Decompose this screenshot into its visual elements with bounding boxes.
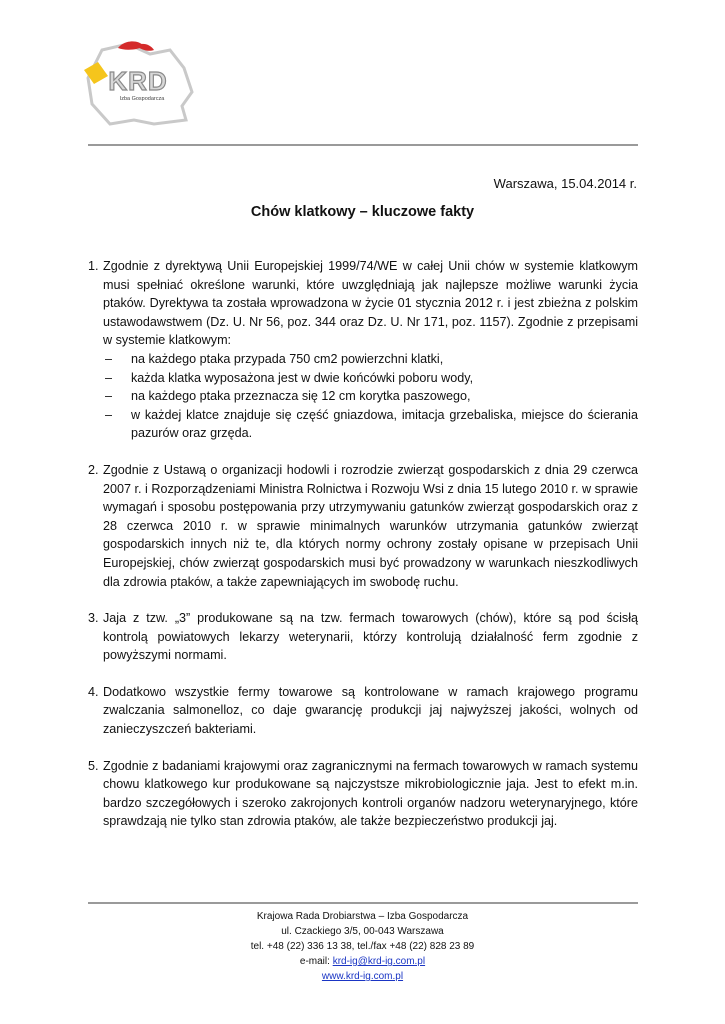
footer-email-line	[0, 954, 725, 969]
item-text: Jaja z tzw. „3” produkowane są na tzw. fermach towarowych (chów), które są pod ścisłą kontrolą powiatowych lekarzy weterynarii, którzy kontrolują działalność ferm zgodnie z powyższymi normami.	[103, 611, 638, 663]
bullet-item: – na każdego ptaka przypada 750 cm2 powierzchni klatki,	[103, 350, 638, 369]
dash-icon: –	[105, 407, 113, 422]
svg-text:Izba Gospodarcza: Izba Gospodarcza	[119, 96, 165, 102]
poland-map-icon	[80, 40, 198, 128]
key-facts-list	[88, 257, 638, 849]
email-link[interactable]: krd-ig@krd-ig.com.pl	[332, 956, 426, 967]
footer-phone: tel. +48 (22) 336 13 38, tel./fax +48 (22) 828 23 89	[250, 941, 475, 952]
document-date: Warszawa, 15.04.2014 r.	[493, 176, 637, 191]
item-text: Zgodnie z Ustawą o organizacji hodowli i rozrodzie zwierząt gospodarskich z dnia 29 czerwca 2007 r. i Rozporządzeniami Ministra Rolnictwa i Rozwoju Wsi z dnia 15 lutego 2010 r. w sprawie wymagań i sposobu postępowania przy utrzymywaniu gatunków zwierząt gospodarskich oraz z 28 czerwca 2010 r. w sprawie minimalnych warunków utrzymania gatunków zwierząt gospodarskich innych niż te, dla których normy ochrony zostały opisane w przepisach Unii Europejskiej, chów zwierząt gospodarskich musi być prowadzony w warunkach nieszkodliwych dla zdrowia ptaków, a także zapewniających im swobodę ruchu.	[103, 462, 638, 589]
footer-divider	[88, 902, 638, 904]
krd-logo	[80, 40, 198, 128]
footer	[0, 909, 725, 984]
list-item	[88, 683, 638, 739]
email-label: e-mail:	[299, 956, 333, 967]
svg-text:KRD: KRD	[108, 66, 168, 96]
document-title: Chów klatkowy – kluczowe fakty	[250, 204, 475, 220]
dash-icon: –	[105, 351, 113, 366]
dash-icon: –	[105, 370, 113, 385]
header-divider	[88, 144, 638, 146]
list-item	[88, 461, 638, 591]
list-item	[88, 609, 638, 665]
item-text: Zgodnie z badaniami krajowymi oraz zagranicznymi na fermach towarowych w ramach systemu chowu klatkowego kur produkowane są najczystsze mikrobiologicznie jaja. Jest to efekt m.in. bardzo szczegółowych i szeroko zakrojonych kontroli organów nadzoru weterynaryjnego, które sprawdzają nie tylko stan zdrowia ptaków, ale także bezpieczeństwo produkcji jaj.	[103, 758, 638, 829]
website-link[interactable]: www.krd-ig.com.pl	[321, 971, 404, 982]
footer-address: ul. Czackiego 3/5, 00-043 Warszawa	[281, 926, 444, 937]
item-number: 5.	[88, 758, 99, 773]
item-text: Dodatkowo wszystkie fermy towarowe są kontrolowane w ramach krajowego programu zwalczania salmonelloz, co daje gwarancję produkcji jaj najwyższej jakości, wolnych od zanieczyszczeń bakteriami.	[103, 684, 638, 737]
bullet-item: – każda klatka wyposażona jest w dwie końcówki poboru wody,	[103, 369, 638, 388]
list-item	[88, 757, 638, 831]
bullet-item: – na każdego ptaka przeznacza się 12 cm korytka paszowego,	[103, 387, 638, 406]
bullet-item: – w każdej klatce znajduje się część gniazdowa, imitacja grzebaliska, miejsce do ścierania pazurów oraz grzęda.	[105, 407, 638, 441]
list-item	[88, 257, 638, 443]
footer-organization: Krajowa Rada Drobiarstwa – Izba Gospodarcza	[256, 911, 469, 922]
dash-icon: –	[105, 389, 113, 404]
item-number: 4.	[88, 684, 99, 699]
item-number: 3.	[88, 611, 99, 626]
item-text: Zgodnie z dyrektywą Unii Europejskiej 1999/74/WE w całej Unii chów w systemie klatkowym musi spełniać określone warunki, które uwzględniają jak najlepsze możliwe warunki życia ptaków. Dyrektywa ta została wprowadzona w życie 01 stycznia 2012 r. i jest zbieżna z polskim ustawodawstwem (Dz. U. Nr 56, poz. 344 oraz Dz. U. Nr 171, poz. 1157). Zgodnie z przepisami w systemie klatkowym:	[103, 259, 638, 348]
item-number: 1.	[88, 259, 99, 273]
requirements-list	[103, 350, 638, 443]
item-number: 2.	[88, 462, 99, 477]
